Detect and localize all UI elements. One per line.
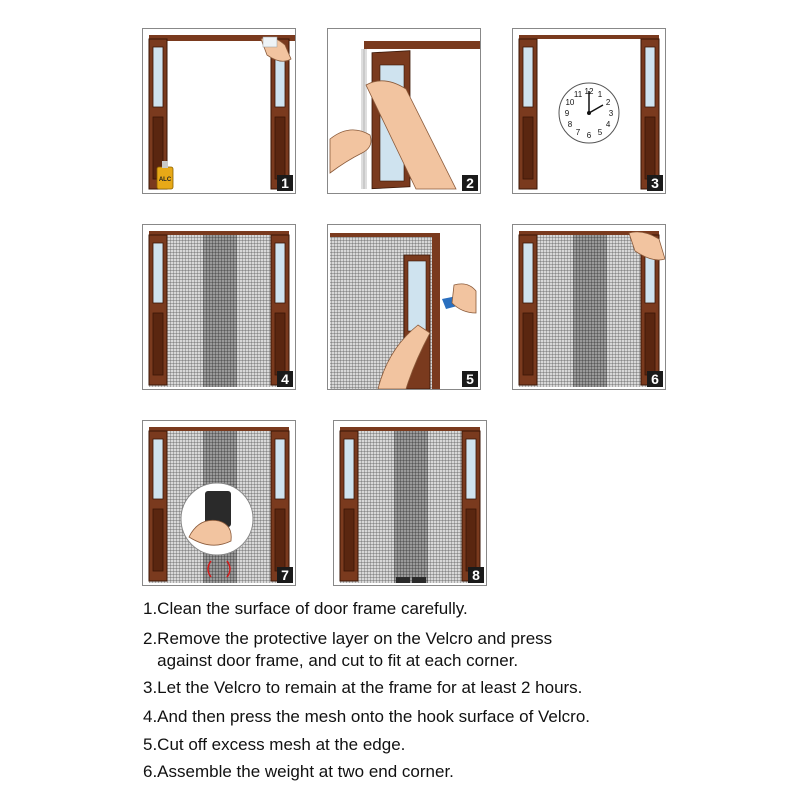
clock-numeral: 12	[584, 87, 594, 96]
instruction-3: 3.Let the Velcro to remain at the frame for at least 2 hours.	[143, 678, 583, 697]
step-number: 1	[277, 175, 293, 191]
step-number: 6	[647, 371, 663, 387]
step-number: 5	[462, 371, 478, 387]
step-6-panel	[512, 224, 666, 390]
instruction-6: 6.Assemble the weight at two end corner.	[143, 762, 454, 781]
step-number: 2	[462, 175, 478, 191]
apply-velcro-illustration	[328, 29, 480, 193]
clock-numeral: 7	[575, 128, 581, 138]
clock-numeral: 8	[567, 120, 573, 129]
clock-numeral: 11	[573, 89, 583, 99]
clock-numeral: 3	[608, 109, 614, 118]
press-mesh-illustration	[513, 225, 665, 389]
step-1-panel	[142, 28, 296, 194]
hand-icon	[452, 284, 476, 313]
clock-numeral: 9	[564, 109, 570, 118]
step-number: 3	[647, 175, 663, 191]
bottle-label: ALC	[158, 177, 172, 183]
weight-icon	[396, 577, 410, 583]
step-number: 8	[468, 567, 484, 583]
finished-illustration	[334, 421, 486, 585]
step-7-panel	[142, 420, 296, 586]
clock-numeral: 10	[565, 98, 575, 107]
instruction-2: 2.Remove the protective layer on the Velcro and press	[143, 629, 553, 648]
weight-icon	[412, 577, 426, 583]
step-number: 7	[277, 567, 293, 583]
step-8-panel	[333, 420, 487, 586]
step-2-panel	[327, 28, 481, 194]
clock-numeral: 2	[605, 98, 611, 107]
clock-numeral: 4	[605, 120, 611, 129]
step-4-panel	[142, 224, 296, 390]
attach-weight-illustration	[143, 421, 295, 585]
clock-numeral: 5	[597, 128, 603, 138]
step-5-panel	[327, 224, 481, 390]
clock-numeral: 6	[586, 131, 592, 140]
clean-frame-illustration	[143, 29, 295, 193]
clock-icon	[559, 83, 619, 143]
instruction-2-continued: against door frame, and cut to fit at each corner.	[143, 651, 519, 670]
step-3-panel	[512, 28, 666, 194]
instruction-5: 5.Cut off excess mesh at the edge.	[143, 735, 406, 754]
instruction-4: 4.And then press the mesh onto the hook surface of Velcro.	[143, 707, 590, 726]
hang-mesh-illustration	[143, 225, 295, 389]
cut-excess-illustration	[328, 225, 480, 389]
wait-illustration	[513, 29, 665, 193]
clock-numeral: 1	[597, 89, 603, 99]
instruction-1: 1.Clean the surface of door frame carefully.	[143, 599, 468, 618]
step-number: 4	[277, 371, 293, 387]
